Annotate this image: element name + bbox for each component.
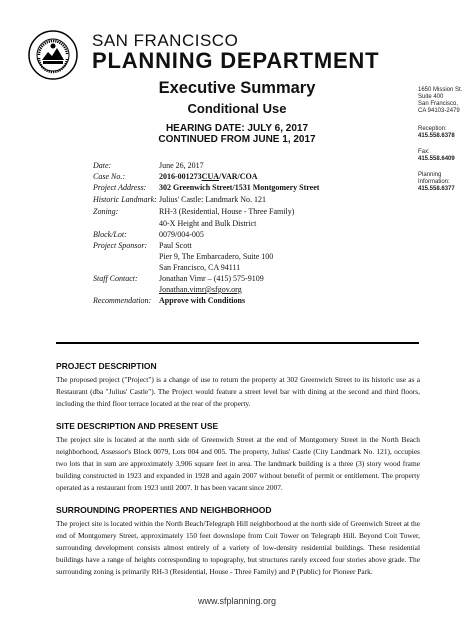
- planning-label: Information:: [418, 179, 450, 185]
- date-value: June 26, 2017: [159, 161, 204, 170]
- section-heading: PROJECT DESCRIPTION: [56, 361, 157, 371]
- section-paragraph: The project site is located within the North Beach/Telegraph Hill neighborhood at the north side of Greenwich Street at the end of Montgomery Street, approximately 150 feet downslope from Coit Tower on Telegraph Hill. Beyond Coit Tower, surrounding development consists almost entirely of a variety of low-density residential buildings. These residential buildings have a range of heights corresponding to topography, but structures rarely exceed four stories above grade. The surrounding zoning is primarily RH-3 (Residential, House - Three Family) and P (Public) for Pioneer Park.: [56, 519, 420, 576]
- block-value: 0079/004-005: [159, 230, 204, 239]
- planning-label: Planning: [418, 172, 442, 178]
- block-label: Block/Lot:: [93, 230, 127, 239]
- fax-label: Fax:: [418, 149, 430, 155]
- brand-top: SAN FRANCISCO: [92, 31, 239, 50]
- reception-phone: 415.558.6378: [418, 133, 455, 139]
- website-url: www.sfplanning.org: [197, 596, 277, 606]
- doc-subtitle: Conditional Use: [187, 101, 287, 116]
- staff-label: Staff Contact:: [93, 274, 138, 283]
- zoning-value: RH-3 (Residential, House - Three Family): [159, 207, 295, 216]
- address-line: 1650 Mission St.: [418, 87, 463, 93]
- address-label: Project Address:: [93, 183, 147, 192]
- zoning-value: 40-X Height and Bulk District: [159, 219, 257, 228]
- landmark-label: Historic Landmark:: [93, 195, 157, 204]
- case-suffix: /VAR/COA: [219, 172, 258, 181]
- fax-number: 415.558.6409: [418, 156, 455, 162]
- section-heading: SITE DESCRIPTION AND PRESENT USE: [56, 421, 219, 431]
- recommendation-value: Approve with Conditions: [159, 296, 246, 305]
- landmark-value: Julius' Castle: Landmark No. 121: [159, 195, 266, 204]
- city-seal-logo: [28, 30, 78, 80]
- date-label: Date:: [93, 161, 112, 170]
- divider: [56, 342, 419, 344]
- sponsor-label: Project Sponsor:: [93, 241, 148, 250]
- zoning-label: Zoning:: [93, 207, 119, 216]
- doc-title: Executive Summary: [158, 79, 316, 97]
- address-line: Suite 400: [418, 94, 444, 100]
- hearing-date: HEARING DATE: JULY 6, 2017: [165, 123, 309, 134]
- staff-email-link[interactable]: Jonathan.vimr@sfgov.org: [159, 285, 242, 294]
- recommendation-label: Recommendation:: [93, 296, 152, 305]
- staff-contact: Jonathan Vimr – (415) 575-9109: [159, 274, 264, 283]
- address-line: San Francisco,: [418, 101, 459, 107]
- sponsor-address: Pier 9, The Embarcadero, Suite 100: [159, 252, 274, 261]
- section-paragraph: The project site is located at the north side of Greenwich Street at the end of Montgomery Street in the North Beach neighborhood, Assessor's Block 0079, Lots 004 and 005. The property, Julius' Castle (City Landmark No. 121), occupies two lots that in sum are approximately 3,906 square feet in area. The landmark building is a three (3) story wood frame building constructed in 1923 and expanded in 1928 and again 2007 without benefit of permit or entitlement. The property operated as a restaurant from 1923 until 2007. It has been vacant since 2007.: [56, 435, 420, 492]
- brand-main: PLANNING DEPARTMENT: [92, 48, 380, 73]
- project-address: 302 Greenwich Street/1531 Montgomery Street: [159, 183, 320, 192]
- address-line: CA 94103-2479: [418, 108, 460, 114]
- section-heading: SURROUNDING PROPERTIES AND NEIGHBORHOOD: [56, 505, 272, 515]
- case-cua: CUA: [201, 172, 220, 181]
- continued-date: CONTINUED FROM JUNE 1, 2017: [158, 134, 316, 145]
- section-paragraph: The proposed project ("Project") is a change of use to return the property at 302 Greenwich Street to its historic use as a Restaurant (dba "Julius' Castle"). The Project would feature a street level bar with dining at the second and third floors, including the third floor terrace located at the rear of the property.: [56, 375, 420, 408]
- sponsor-name: Paul Scott: [159, 241, 192, 250]
- case-number: 2016-001273: [159, 172, 202, 181]
- sponsor-city: San Francisco, CA 94111: [159, 263, 241, 272]
- reception-label: Reception:: [418, 126, 447, 132]
- planning-phone: 415.558.6377: [418, 186, 455, 192]
- case-label: Case No.:: [93, 172, 125, 181]
